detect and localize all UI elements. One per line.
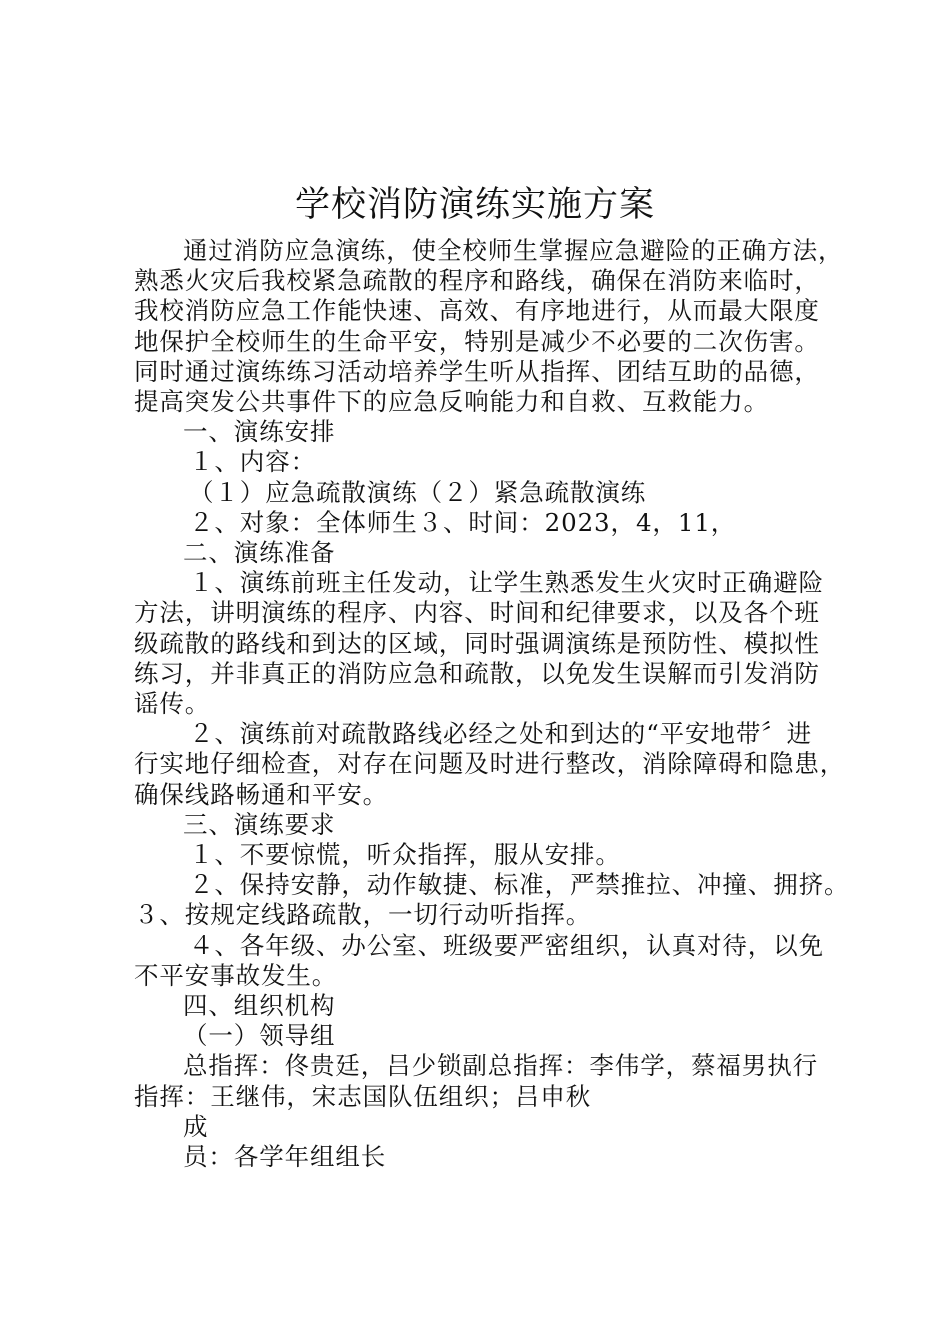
paragraph-line: 方法，讲明演练的程序、内容、时间和纪律要求，以及各个班 xyxy=(134,598,820,628)
paragraph-line: 通过消防应急演练，使全校师生掌握应急避险的正确方法， xyxy=(183,236,844,265)
paragraph-line: 指挥：王继伟，宋志国队伍组织；吕申秋 xyxy=(134,1081,592,1111)
paragraph-line: ２、对象：全体师生３、时间：2023，4，11， xyxy=(189,507,737,537)
paragraph-line: ２、演练前对疏散路线必经之处和到达的“平安地带〞进 xyxy=(189,719,813,749)
paragraph-line: 确保线路畅通和平安。 xyxy=(134,779,388,809)
paragraph-line: 我校消防应急工作能快速、高效、有序地进行，从而最大限度 xyxy=(134,296,820,326)
paragraph-line: 行实地仔细检查，对存在问题及时进行整改，消除障碍和隐患， xyxy=(134,749,846,779)
section-heading: 四、组织机构 xyxy=(183,991,336,1021)
paragraph-line: 练习，并非真正的消防应急和疏散，以免发生误解而引发消防 xyxy=(134,658,820,688)
section-heading: 一、演练安排 xyxy=(183,417,336,447)
paragraph-line: 级疏散的路线和到达的区域，同时强调演练是预防性、模拟性 xyxy=(134,628,820,658)
paragraph-line: 同时通过演练练习活动培养学生听从指挥、团结互助的品德， xyxy=(134,356,820,386)
paragraph-line: ４、各年级、办公室、班级要严密组织，认真对待，以免 xyxy=(189,930,824,960)
paragraph-line: １、演练前班主任发动，让学生熟悉发生火灾时正确避险 xyxy=(189,568,824,598)
paragraph-line: ２、保持安静，动作敏捷、标准，严禁推拉、冲撞、拥挤。 xyxy=(189,870,850,900)
subsection-heading: （一）领导组 xyxy=(183,1021,336,1051)
paragraph-line: １、内容： xyxy=(189,447,316,477)
paragraph-line: 不平安事故发生。 xyxy=(134,960,338,990)
paragraph-line: １、不要惊慌，听众指挥，服从安排。 xyxy=(189,840,621,870)
paragraph-line: （１）应急疏散演练（２）紧急疏散演练 xyxy=(189,477,647,507)
section-heading: 二、演练准备 xyxy=(183,538,336,568)
paragraph-line: ３、按规定线路疏散，一切行动听指挥。 xyxy=(134,900,592,930)
paragraph-line: 提高突发公共事件下的应急反响能力和自救、互救能力。 xyxy=(134,387,769,417)
document-body xyxy=(134,236,850,1172)
paragraph-line: 谣传。 xyxy=(134,689,211,719)
paragraph-line: 地保护全校师生的生命平安，特别是减少不必要的二次伤害。 xyxy=(134,326,820,356)
paragraph-line: 总指挥：佟贵廷，吕少锁副总指挥：李伟学，蔡福男执行 xyxy=(183,1051,818,1081)
paragraph-line: 熟悉火灾后我校紧急疏散的程序和路线，确保在消防来临时， xyxy=(134,266,820,296)
section-heading: 三、演练要求 xyxy=(183,809,336,839)
document-title: 学校消防演练实施方案 xyxy=(294,185,655,225)
paragraph-line: 成 xyxy=(183,1111,209,1141)
paragraph-line: 员：各学年组组长 xyxy=(183,1142,387,1172)
